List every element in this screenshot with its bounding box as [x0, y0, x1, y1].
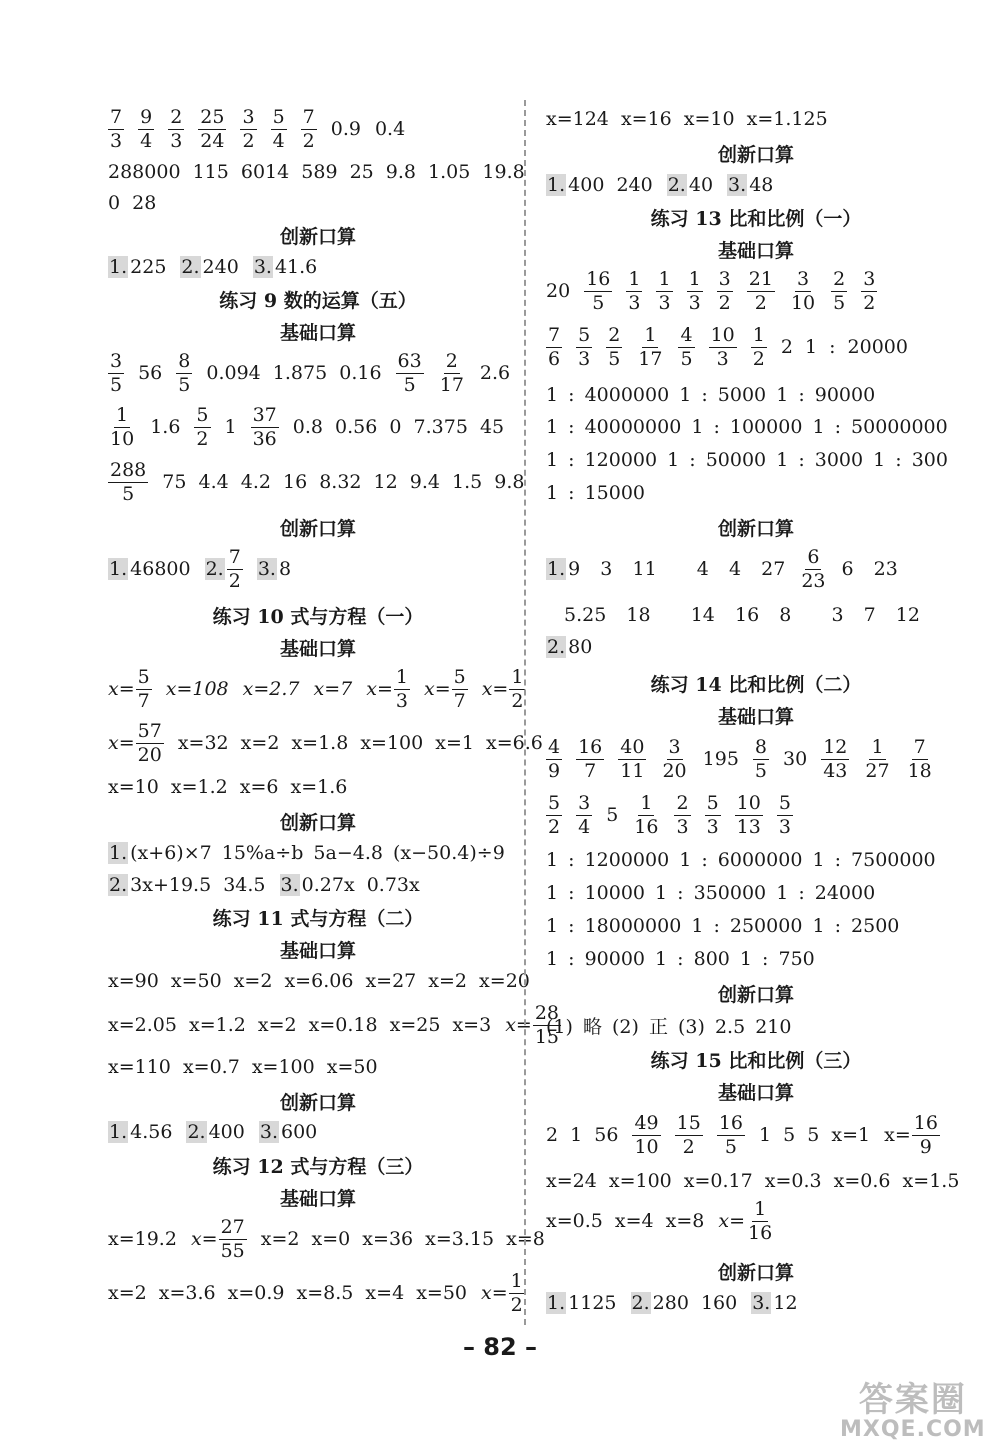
answer-row	[546, 1164, 959, 1198]
fraction: $\frac{5}{2}$	[548, 791, 561, 838]
answer-row	[546, 876, 875, 910]
answer-values: 9 3 11 4 4 27	[568, 558, 786, 580]
fraction: $\frac{16}{5}$	[586, 267, 611, 314]
answer-values: 6 23	[841, 558, 898, 580]
fraction: $\frac{1}{3}$	[658, 267, 671, 314]
fraction: $\frac{288}{5}$	[110, 458, 147, 505]
fraction: $\frac{40}{11}$	[620, 735, 645, 782]
fraction: $\frac{2}{3}$	[676, 791, 689, 838]
fraction: $\frac{3}{2}$	[863, 267, 876, 314]
answer-row	[546, 1008, 791, 1042]
answer-row	[546, 790, 807, 840]
answer-row	[108, 402, 504, 452]
answer-values: x=124 x=16 x=10 x=1.125	[546, 108, 828, 130]
answer-row	[546, 102, 828, 136]
answer-value: 40	[688, 174, 714, 196]
fraction: $\frac{1}{3}$	[688, 267, 701, 314]
fraction: $\frac{5}{4}$	[272, 105, 285, 152]
fraction: $\frac{1}{3}$	[395, 665, 408, 712]
answer-value: x=108	[165, 678, 229, 700]
answer-values: 3x+19.5 34.5	[130, 874, 266, 896]
answer-row: x = $\frac{57}{20}$ x=32 x=2 x=1.8 x=100 x=1 x=6.6	[108, 719, 543, 766]
answer-row-2	[108, 155, 525, 189]
answer-row	[546, 942, 815, 976]
answer-row	[546, 476, 645, 510]
question-number: 1.	[109, 842, 128, 864]
answer-values: x=10 x=1.2 x=6 x=1.6	[108, 776, 348, 798]
fraction: $\frac{1}{16}$	[634, 791, 659, 838]
answer-value: 30	[783, 748, 808, 770]
fraction: $\frac{12}{43}$	[823, 735, 848, 782]
answer-row	[546, 909, 899, 943]
fraction: $\frac{7}{6}$	[548, 323, 561, 370]
answer-row	[108, 457, 525, 507]
answer-row-3	[108, 186, 156, 220]
fraction: $\frac{1}{27}$	[865, 735, 890, 782]
answer-values: 75 4.4 4.2 16 8.32 12 9.4 1.5 9.8	[162, 471, 525, 493]
fraction: $\frac{21}{2}$	[748, 267, 773, 314]
exercise-title: 练习 13 比和比例（一）	[650, 208, 862, 230]
page-number: – 82 –	[462, 1333, 538, 1361]
fraction: $\frac{16}{9}$	[913, 1111, 938, 1158]
question-number: 1.	[547, 174, 566, 196]
question-number: 3.	[257, 558, 276, 580]
answer-value: 400	[208, 1121, 245, 1143]
section-heading: 创新口算	[717, 1262, 794, 1284]
answer-value: 48	[749, 174, 774, 196]
fraction: $\frac{3}{20}$	[662, 735, 687, 782]
question-number: 1.	[109, 558, 128, 580]
answer-value: 195	[702, 748, 739, 770]
section-heading: 创新口算	[279, 226, 356, 248]
fraction: $\frac{49}{10}$	[634, 1111, 659, 1158]
fraction: $\frac{1}{16}$	[748, 1197, 773, 1244]
answer-row	[546, 322, 908, 372]
answer-value: 600	[281, 1121, 318, 1143]
fraction: $\frac{15}{2}$	[676, 1111, 701, 1158]
answer-values: 1 : 1200000 1 : 6000000 1 : 7500000	[546, 849, 936, 871]
answer-values: 0.8 0.56 0 7.375 45	[292, 416, 505, 438]
section-heading: 创新口算	[279, 1092, 356, 1114]
answer-row-1	[108, 105, 405, 153]
answer-value: 225	[130, 256, 167, 278]
answer-row	[108, 348, 510, 398]
answer-value: 1125	[568, 1292, 617, 1314]
answer-row	[108, 250, 317, 284]
fraction: $\frac{8}{5}$	[754, 735, 768, 782]
fraction: $\frac{2}{5}$	[608, 323, 621, 370]
answer-row	[546, 168, 773, 202]
fraction: $\frac{5}{7}$	[137, 665, 150, 712]
fraction: $\frac{6}{23}$	[801, 545, 826, 592]
answer-value: 20	[546, 280, 571, 302]
answer-values: x=2.05 x=1.2 x=2 x=0.18 x=25 x=3	[108, 1014, 492, 1036]
answer-values: 1 : 15000	[546, 482, 646, 504]
fraction: $\frac{1}{10}$	[110, 403, 135, 450]
answer-row	[108, 868, 420, 902]
fraction: $\frac{4}{5}$	[680, 323, 693, 370]
answer-value: 46800	[130, 558, 191, 580]
exercise-title: 练习 9 数的运算（五）	[219, 290, 417, 312]
question-number: 3.	[253, 256, 272, 278]
exercise-title: 练习 10 式与方程（一）	[212, 606, 424, 628]
section-heading: 创新口算	[717, 984, 794, 1006]
question-number: 3.	[752, 1292, 771, 1314]
fraction: $\frac{5}{2}$	[196, 403, 209, 450]
question-number: 2.	[187, 1121, 206, 1143]
fraction: $\frac{2}{5}$	[833, 267, 846, 314]
answer-row	[108, 1050, 378, 1084]
fraction: $\frac{2}{17}$	[439, 349, 464, 396]
answer-values: 1 : 10000 1 : 350000 1 : 24000	[546, 882, 876, 904]
answer-value: 41.6	[274, 256, 318, 278]
answer-row: x=2.05 x=1.2 x=2 x=0.18 x=25 x=3 x = $\frac{28}{15}$	[108, 1001, 560, 1048]
question-number: 2.	[547, 636, 566, 658]
answer-values: 288000 115 6014 589 25 9.8 1.05 19.8	[108, 161, 525, 183]
column-divider	[524, 100, 526, 1325]
answer-row	[546, 1110, 954, 1160]
question-number: 2.	[205, 558, 224, 580]
answer-values: 1 : 120000 1 : 50000 1 : 3000 1 : 300	[546, 449, 948, 471]
answer-row: x = $\frac{5}{7}$ x=108 x=2.7 x=7 x = $\frac{1}{3}$ x = $\frac{5}{7}$ x = $\frac{1}{2}$	[108, 665, 524, 712]
answer-values: 2 1 56	[546, 1124, 619, 1146]
answer-values: x=24 x=100 x=0.17 x=0.3 x=0.6 x=1.5	[546, 1170, 960, 1192]
section-heading: 基础口算	[279, 940, 356, 962]
answer-value: 4.56	[130, 1121, 173, 1143]
question-number: 1.	[109, 256, 128, 278]
fraction: $\frac{1}{3}$	[628, 267, 641, 314]
question-number: 2.	[109, 874, 128, 896]
fraction: $\frac{28}{15}$	[534, 1001, 560, 1048]
section-heading: 基础口算	[279, 322, 356, 344]
fraction: $\frac{4}{9}$	[548, 735, 561, 782]
section-heading: 创新口算	[279, 518, 356, 540]
answer-row	[108, 1115, 317, 1149]
fraction: $\frac{5}{3}$	[706, 791, 719, 838]
fraction: $\frac{10}{3}$	[710, 323, 735, 370]
answer-row	[108, 770, 347, 804]
answer-value: 0.9	[330, 118, 361, 140]
answer-value: 8	[278, 558, 292, 580]
answer-row	[108, 964, 530, 998]
answer-values: 1 : 18000000 1 : 250000 1 : 2500	[546, 915, 900, 937]
fraction: $\frac{9}{4}$	[140, 105, 153, 152]
answer-row	[546, 545, 898, 593]
answer-value: 5	[606, 804, 619, 826]
answer-value: 1	[224, 416, 237, 438]
answer-value: x=2.7	[242, 678, 300, 700]
answer-values: x=32 x=2 x=1.8 x=100 x=1 x=6.6	[177, 732, 543, 754]
section-heading: 基础口算	[279, 638, 356, 660]
question-number: 1.	[109, 1121, 128, 1143]
answer-value: 56	[138, 362, 163, 384]
answer-value: 240	[202, 256, 239, 278]
answer-row	[546, 734, 948, 784]
fraction: $\frac{8}{5}$	[178, 349, 191, 396]
fraction: $\frac{5}{3}$	[778, 791, 791, 838]
fraction: $\frac{63}{5}$	[397, 349, 422, 396]
answer-values: x=110 x=0.7 x=100 x=50	[108, 1056, 378, 1078]
question-number: 2.	[667, 174, 686, 196]
answer-values: 2 1 : 20000	[780, 336, 908, 358]
answer-row	[108, 836, 505, 870]
answer-values: x=90 x=50 x=2 x=6.06 x=27 x=2 x=20	[108, 970, 530, 992]
section-heading: 基础口算	[717, 1082, 794, 1104]
fraction: $\frac{1}{2}$	[510, 1269, 523, 1316]
exercise-title: 练习 11 式与方程（二）	[212, 908, 424, 930]
exercise-title: 练习 12 式与方程（三）	[212, 1156, 424, 1178]
watermark-url: MXQE.COM	[840, 1417, 986, 1442]
fraction: $\frac{1}{2}$	[511, 665, 524, 712]
answer-values: 1 : 40000000 1 : 100000 1 : 50000000	[546, 416, 948, 438]
answer-values: 1 : 90000 1 : 800 1 : 750	[546, 948, 815, 970]
answer-value: 80	[568, 636, 593, 658]
fraction: $\frac{1}{2}$	[752, 323, 765, 370]
fraction: $\frac{1}{17}$	[638, 323, 663, 370]
question-number: 1.	[547, 1292, 566, 1314]
question-number: 2.	[631, 1292, 650, 1314]
answer-values: 1 : 4000000 1 : 5000 1 : 90000	[546, 384, 876, 406]
fraction: $\frac{5}{7}$	[453, 665, 466, 712]
answer-row	[546, 266, 891, 316]
fraction: $\frac{57}{20}$	[137, 719, 162, 766]
question-number: 3.	[728, 174, 747, 196]
fraction: $\frac{16}{7}$	[578, 735, 603, 782]
fraction: $\frac{7}{2}$	[302, 105, 315, 152]
answer-row	[546, 630, 592, 664]
answer-value: 0.4	[374, 118, 406, 140]
answer-row	[546, 378, 875, 412]
answer-row	[546, 843, 936, 877]
section-heading: 基础口算	[717, 706, 794, 728]
answer-row: x=19.2 x = $\frac{27}{55}$ x=2 x=0 x=36 x=3.15 x=8	[108, 1215, 545, 1262]
watermark-logo	[840, 1372, 986, 1442]
section-heading: 基础口算	[279, 1188, 356, 1210]
fraction: $\frac{3}{4}$	[578, 791, 591, 838]
fraction: $\frac{10}{13}$	[736, 791, 761, 838]
answer-values: 400 240	[568, 174, 653, 196]
question-number: 2.	[181, 256, 200, 278]
fraction-answer: x= $\frac{16}{9}$	[884, 1111, 938, 1158]
answer-value: 2.6	[479, 362, 511, 384]
section-heading: 创新口算	[717, 144, 794, 166]
question-number: 3.	[259, 1121, 278, 1143]
answer-row	[108, 545, 291, 593]
question-number: 1.	[547, 558, 566, 580]
fraction: $\frac{2}{3}$	[170, 105, 183, 152]
fraction: $\frac{3}{10}$	[790, 267, 816, 314]
watermark-text: 答案圈	[858, 1380, 967, 1420]
fraction: $\frac{3}{2}$	[242, 105, 255, 152]
answer-values: x=2 x=3.6 x=0.9 x=8.5 x=4 x=50	[108, 1282, 468, 1304]
section-heading: 创新口算	[717, 518, 794, 540]
fraction: $\frac{3}{2}$	[718, 267, 731, 314]
fraction: $\frac{27}{55}$	[220, 1215, 245, 1262]
answer-row	[546, 410, 948, 444]
exercise-title: 练习 14 比和比例（二）	[650, 674, 862, 696]
fraction: $\frac{16}{5}$	[718, 1111, 743, 1158]
answer-value: x=7	[313, 678, 353, 700]
answer-values: 0.27x 0.73x	[301, 874, 420, 896]
answer-value: 12	[773, 1292, 798, 1314]
answer-values: x=2 x=0 x=36 x=3.15 x=8	[260, 1228, 545, 1250]
exercise-title: 练习 15 比和比例（三）	[650, 1050, 862, 1072]
fraction: $\frac{7}{3}$	[110, 105, 123, 152]
section-heading: 基础口算	[717, 240, 794, 262]
fraction: $\frac{7}{2}$	[228, 545, 241, 592]
answer-values: 0.094 1.875 0.16	[206, 362, 382, 384]
answer-row	[546, 443, 948, 477]
answer-values: 5.25 18 14 16 8 3 7 12	[564, 604, 920, 626]
section-heading: 创新口算	[279, 812, 356, 834]
answer-values: (x+6)×7 15%a÷b 5a−4.8 (x−50.4)÷9	[130, 842, 505, 864]
fraction: $\frac{37}{36}$	[252, 403, 277, 450]
answer-value: x=19.2	[108, 1228, 177, 1250]
fraction: $\frac{7}{18}$	[907, 735, 932, 782]
answer-values: 1 5 5 x=1	[759, 1124, 871, 1146]
question-number: 3.	[280, 874, 299, 896]
answer-row	[546, 1286, 798, 1320]
fraction: $\frac{3}{5}$	[110, 349, 123, 396]
answer-values: (1) 略 (2) 正 (3) 2.5 210	[546, 1015, 792, 1038]
answer-values: x=0.5 x=4 x=8	[546, 1210, 705, 1232]
answer-value: 1.6	[150, 416, 181, 438]
answer-values: 280 160	[652, 1292, 738, 1314]
answer-values: 0 28	[108, 192, 157, 214]
answer-row: x=2 x=3.6 x=0.9 x=8.5 x=4 x=50 x = $\frac{1}{2}$	[108, 1269, 523, 1316]
answer-row: x=0.5 x=4 x=8 x = $\frac{1}{16}$	[546, 1197, 773, 1244]
answer-row	[564, 598, 920, 632]
fraction: $\frac{5}{3}$	[578, 323, 591, 370]
fraction: $\frac{25}{24}$	[200, 105, 225, 152]
